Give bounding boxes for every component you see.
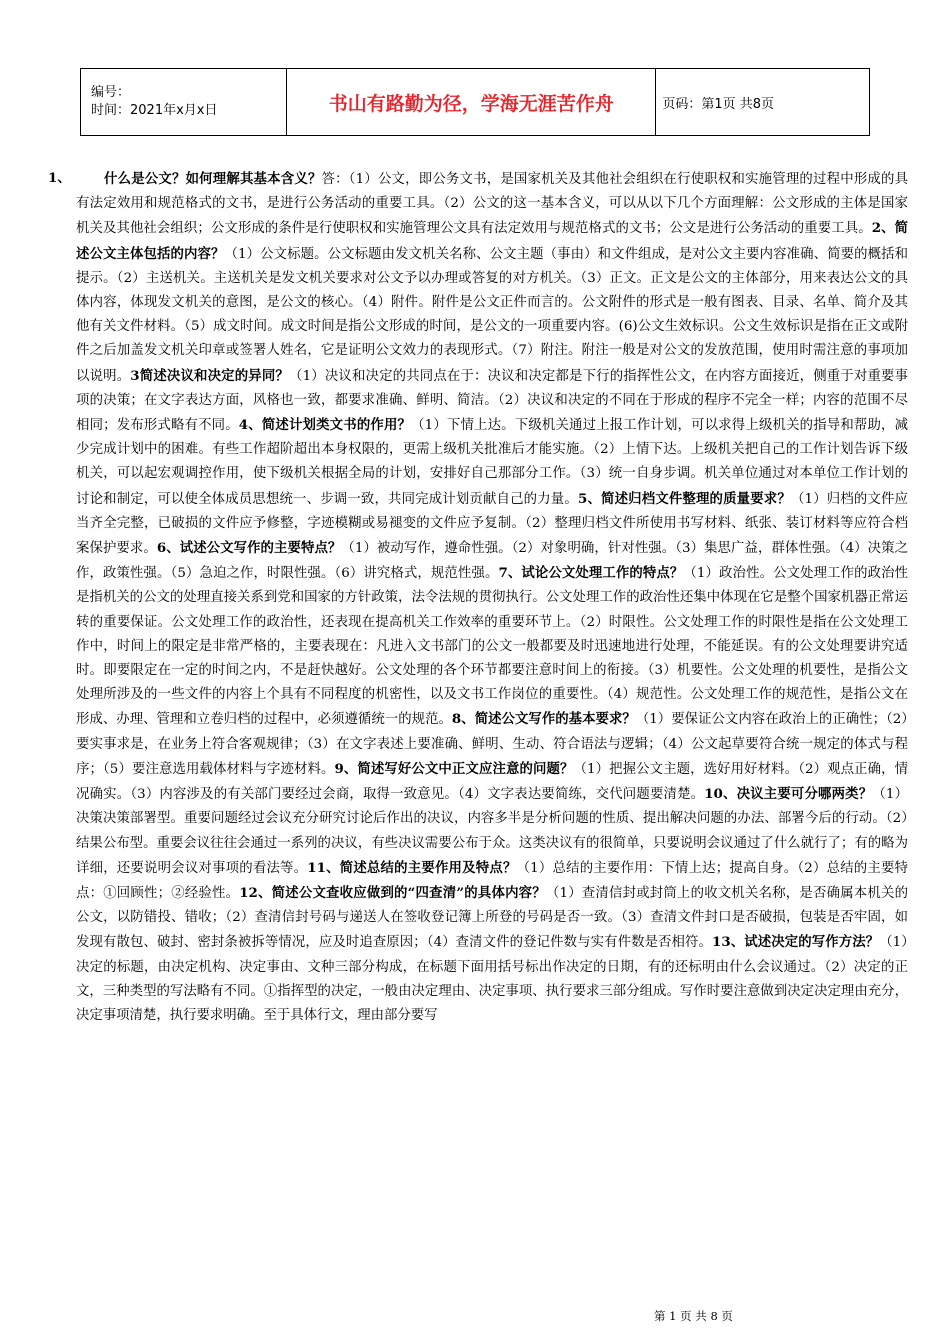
question-heading: 4、简述计划类文书的作用？ <box>238 417 412 434</box>
header-meta-cell <box>81 69 287 136</box>
answer-text: （1）总结的主要作用：下情上达；提高自身。（2）总结的主要特点：①回顾性；②经验性。 <box>76 860 909 901</box>
code-label: 编号： <box>91 85 131 100</box>
question-heading: 13、试述决定的写作方法？ <box>712 934 880 951</box>
document-header-table <box>80 68 870 136</box>
answer-text: （1）决议和决定的共同点在于：决议和决定都是下行的指挥性公文，在内容方面接近，侧重于对重要事项的决策；在文字表达方面，风格也一致，都要求准确、鲜明、简洁。（2）决议和决定的不同在于形成的程序不完全一样；内容的范围不尽相同；发布形式略有不同。 <box>76 368 908 434</box>
answer-text: （1）决定的标题，由决定机构、决定事由、文种三部分构成，在标题下面用括号标出作决定的日期，有的还标明由什么会议通过。（2）决定的正文，三种类型的写法略有不同。①指挥型的决定，一般由决定理由、决定事项、执行要求三部分组成。写作时要注意做到决定决定理由充分，决定事项清楚，执行要求明确。至于具体行文，理由部分要写 <box>76 935 908 1023</box>
question-heading: 11、简述总结的主要作用及特点？ <box>307 859 517 876</box>
document-body <box>48 166 908 1028</box>
question-heading: 8、简述公文写作的基本要求？ <box>451 711 636 728</box>
answer-text: （1）政治性。公文处理工作的政治性是指机关的公文的处理直接关系到党和国家的方针政策，法令法规的贯彻执行。公文处理工作的政治性还集中体现在它是整个国家机器正常运转的重要保证。公文处理工作的政治性，还表现在提高机关工作效率的重要环节上。（2）时限性。公文处理工作的时限性是指在公文处理工作中，时间上的限定是非常严格的，主要表现在：凡进入文书部门的公文一般都要及时迅速地进行处理，不能延误。有的公文处理要讲究适时。即要限定在一定的时间之内，不是赶快越好。公文处理的各个环节都要注意时间上的衔接。（3）机要性。公文处理的机要性，是指公文处理所涉及的一些文件的内容上个具有不同程度的机密性，以及文书工作岗位的重要性。（4）规范性。公文处理工作的规范性，是指公文在形成、办理、管理和立卷归档的过程中，必须遵循统一的规范。 <box>76 566 908 728</box>
answer-text: （1）被动写作，遵命性强。（2）对象明确，针对性强。（3）集思广益，群体性强。（4）决策之作，政策性强。（5）急迫之作，时限性强。（6）讲究格式，规范性强。 <box>76 541 908 582</box>
answer-text: （1）公文标题。公文标题由发文机关名称、公文主题（事由）和文件组成，是对公文主要内容准确、简要的概括和提示。（2）主送机关。主送机关是发文机关要求对公文予以办理或答复的对方机关。（3）正文。正文是公文的主体部分，用来表达公文的具体内容，体现发文机关的意图，是公文的核心。（4）附件。附件是公文正件而言的。公文附件的形式是一般有图表、目录、名单、简介及其他有关文件材料。（5）成文时间。成文时间是指公文形成的时间，是公文的一项重要内容。(6)公文生效标识。公文生效标识是指在正文或附件之后加盖发文机关印章或签署人姓名，它是证明公文效力的表现形式。（7）附注。附注一般是对公文的发放范围，使用时需注意的事项加以说明。 <box>76 246 908 384</box>
question-heading: 7、试论公文处理工作的特点？ <box>498 565 684 582</box>
question-heading: 什么是公文？如何理解其基本含义？ <box>104 171 322 188</box>
first-question-number: 1、 <box>48 170 71 186</box>
question-heading: 3简述决议和决定的异同？ <box>130 367 289 384</box>
answer-text: 答：（1）公文，即公务文书，是国家机关及其他社会组织在行使职权和实施管理的过程中形成的具有法定效用和规范格式的文书，是进行公务活动的重要工具。（2）公文的这一基本含义，可以从以下几个方面理解：公文形成的主体是国家机关及其他社会组织；公文形成的条件是行使职权和实施管理公文具有法定效用与规范格式的文书；公文是进行公务活动的重要工具。 <box>76 172 908 237</box>
time-label: 时间：2021年x月x日 <box>91 103 218 118</box>
question-heading: 12、简述公文查收应做到的“四查清”的具体内容？ <box>239 884 546 901</box>
answer-text: （1）查清信封或封筒上的收文机关名称，是否确属本机关的公文，以防错投、错收；（2）查清信封号码与递送人在签收登记簿上所登的号码是否一致。（3）查清文件封口是否破损，包装是否牢固，如发现有散包、破封、密封条被拆等情况，应及时追查原因；（4）查清文件的登记件数与实有件数是否相符。 <box>76 885 908 951</box>
question-heading: 9、简述写好公文中正文应注意的问题？ <box>334 760 574 777</box>
answer-text: （1）决策决策部署型。重要问题经过会议充分研究讨论后作出的决议，内容多半是分析问题的性质、提出解决问题的办法、部署今后的行动。（2）结果公布型。重要会议往往会通过一系列的决议，有些决议需要公布于众。这类决议有的很简单，只要说明会议通过了什么就行了；有的略为详细，还要说明会议对事项的看法等。 <box>76 787 908 876</box>
question-heading: 5、简述归档文件整理的质量要求？ <box>577 490 791 507</box>
answer-text: （1）要保证公文内容在政治上的正确性；（2）要实事求是，在业务上符合客观规律；（3）在文字表述上要准确、鲜明、生动、符合语法与逻辑；（4）公文起草要符合统一规定的体式与程序；（5）要注意选用载体材料与字迹材料。 <box>76 712 908 777</box>
answer-text: （1）把握公文主题，选好用好材料。（2）观点正确，情况确实。（3）内容涉及的有关部门要经过会商，取得一致意见。（4）文字表达要简练，交代问题要清楚。 <box>76 761 908 803</box>
question-heading: 2、简述公文主体包括的内容？ <box>76 220 908 262</box>
page-footer: 第 1 页 共 8 页 <box>654 1309 733 1323</box>
answer-text: （1）归档的文件应当齐全完整，已破损的文件应予修整，字迹模糊或易褪变的文件应予复制。（2）整理归档文件所使用书写材料、纸张、装订材料等应符合档案保护要求。 <box>76 491 908 557</box>
header-motto: 书山有路勤为径，学海无涯苦作舟 <box>287 69 656 136</box>
question-heading: 10、决议主要可分哪两类？ <box>704 786 873 803</box>
header-page-info: 页码：第1页 共8页 <box>656 69 870 136</box>
body-text <box>76 167 908 1028</box>
answer-text: （1）下情上达。下级机关通过上报工作计划，可以求得上级机关的指导和帮助，减少完成计划中的困难。有些工作超阶超出本身权限的，更需上级机关批准后才能实施。（2）上情下达。上级机关把自己的工作计划告诉下级机关，可以起宏观调控作用，使下级机关根据全局的计划，安排好自己那部分工作。（3）统一自身步调。机关单位通过对本单位工作计划的讨论和制定，可以使全体成员思想统一、步调一致，共同完成计划贡献自己的力量。 <box>76 418 908 507</box>
question-heading: 6、试述公文写作的主要特点？ <box>156 540 342 557</box>
